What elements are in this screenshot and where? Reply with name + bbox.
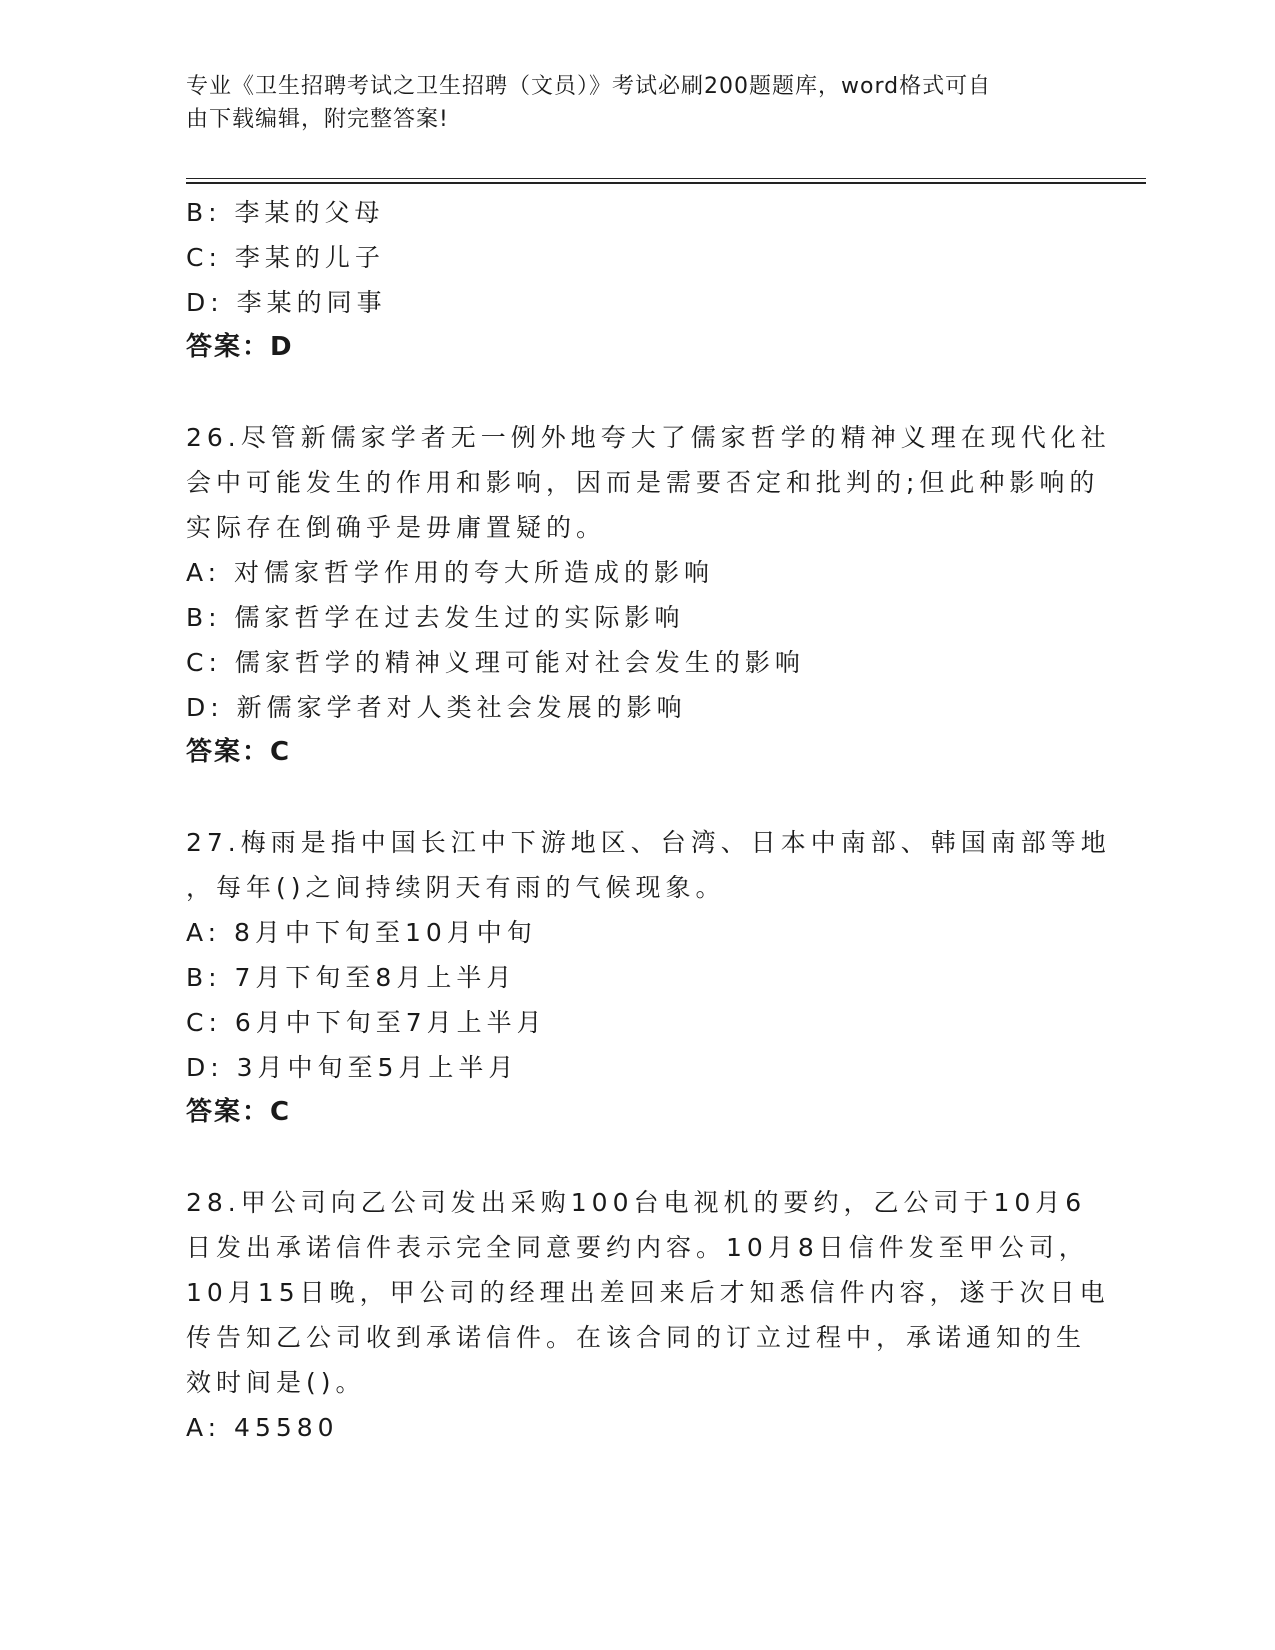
option-a: A: 45580: [186, 1413, 339, 1442]
answer: 答案：C: [186, 737, 292, 767]
option-b: B: 儒家哲学在过去发生过的实际影响: [186, 603, 685, 632]
question-28: [186, 1180, 1110, 1450]
option-d: D: 新儒家学者对人类社会发展的影响: [186, 693, 687, 722]
option-d: D: 李某的同事: [186, 288, 387, 317]
question-text-line: 会中可能发生的作用和影响，因而是需要否定和批判的;但此种影响的: [186, 468, 1100, 497]
option-b: B: 7月下旬至8月上半月: [186, 963, 517, 992]
document-header: [186, 70, 1066, 136]
document-body: [186, 190, 1111, 1450]
question-text-line: 效时间是()。: [186, 1368, 366, 1397]
question-text-line: 传告知乙公司收到承诺信件。在该合同的订立过程中，承诺通知的生: [186, 1323, 1087, 1352]
option-c: C: 李某的儿子: [186, 243, 385, 272]
option-a: A: 8月中下旬至10月中旬: [186, 918, 537, 947]
header-divider-thick: [186, 182, 1146, 184]
question-text-line: 实际存在倒确乎是毋庸置疑的。: [186, 513, 607, 542]
question-27: [186, 820, 1111, 1135]
question-text-line: 26.尽管新儒家学者无一例外地夸大了儒家哲学的精神义理在现代化社: [186, 423, 1111, 452]
question-text-line: 27.梅雨是指中国长江中下游地区、台湾、日本中南部、韩国南部等地: [186, 828, 1111, 857]
option-c: C: 儒家哲学的精神义理可能对社会发生的影响: [186, 648, 805, 677]
option-c: C: 6月中下旬至7月上半月: [186, 1008, 547, 1037]
header-line-2: 由下载编辑，附完整答案!: [186, 107, 449, 132]
answer: 答案：C: [186, 1097, 292, 1127]
option-b: B: 李某的父母: [186, 198, 385, 227]
question-text-line: 10月15日晚，甲公司的经理出差回来后才知悉信件内容，遂于次日电: [186, 1278, 1110, 1307]
option-a: A: 对儒家哲学作用的夸大所造成的影响: [186, 558, 715, 587]
question-text-line: ，每年()之间持续阴天有雨的气候现象。: [186, 873, 726, 902]
question-26: [186, 415, 1111, 775]
header-line-1: 专业《卫生招聘考试之卫生招聘（文员）》考试必刷200题题库，word格式可自: [186, 74, 992, 99]
option-d: D: 3月中旬至5月上半月: [186, 1053, 519, 1082]
question-text-line: 28.甲公司向乙公司发出采购100台电视机的要约，乙公司于10月6: [186, 1188, 1087, 1217]
question-25-tail: [186, 190, 1086, 370]
answer: 答案：D: [186, 332, 294, 362]
question-text-line: 日发出承诺信件表示完全同意要约内容。10月8日信件发至甲公司，: [186, 1233, 1089, 1262]
header-divider-thin: [186, 178, 1146, 179]
